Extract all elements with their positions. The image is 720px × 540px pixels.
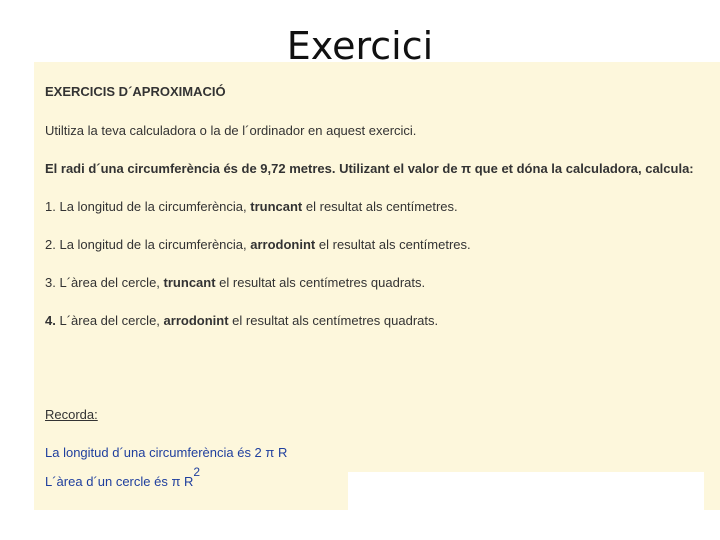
blank-box xyxy=(348,472,704,510)
item-number: 3. xyxy=(45,275,56,290)
formula-area-exponent: 2 xyxy=(193,465,201,479)
formula-length: La longitud d´una circumferència és 2 π R xyxy=(45,445,288,460)
item-text: el resultat als centímetres. xyxy=(318,237,471,252)
item-text: el resultat als centímetres quadrats. xyxy=(232,313,439,328)
item-text: el resultat als centímetres. xyxy=(305,199,458,214)
formula-area-text: L´àrea d´un cercle és π R xyxy=(45,474,194,489)
item-emphasis: arrodonint xyxy=(163,313,229,328)
formula-area xyxy=(45,465,201,489)
item-number: 2. xyxy=(45,237,56,252)
item-text: La longitud de la circumferència, xyxy=(59,237,247,252)
recorda-label: Recorda: xyxy=(45,407,98,422)
item-emphasis: arrodonint xyxy=(250,237,316,252)
item-text: el resultat als centímetres quadrats. xyxy=(219,275,426,290)
item-number: 4. xyxy=(45,313,56,328)
item-text: L´àrea del cercle, xyxy=(59,313,160,328)
item-emphasis: truncant xyxy=(250,199,303,214)
exercise-item xyxy=(45,313,438,328)
exercise-heading: EXERCICIS D´APROXIMACIÓ xyxy=(45,84,226,99)
item-text: L´àrea del cercle, xyxy=(59,275,160,290)
exercise-item xyxy=(45,237,471,252)
item-emphasis: truncant xyxy=(163,275,216,290)
intro-text: Utiltiza la teva calculadora o la de l´ordinador en aquest exercici. xyxy=(45,123,417,138)
item-number: 1. xyxy=(45,199,56,214)
exercise-item xyxy=(45,275,425,290)
problem-text: El radi d´una circumferència és de 9,72 metres. Utilizant el valor de π que et dóna la calculadora, calcula: xyxy=(45,161,694,176)
slide-title: Exercici xyxy=(286,24,434,62)
exercise-item xyxy=(45,199,458,214)
item-text: La longitud de la circumferència, xyxy=(59,199,247,214)
